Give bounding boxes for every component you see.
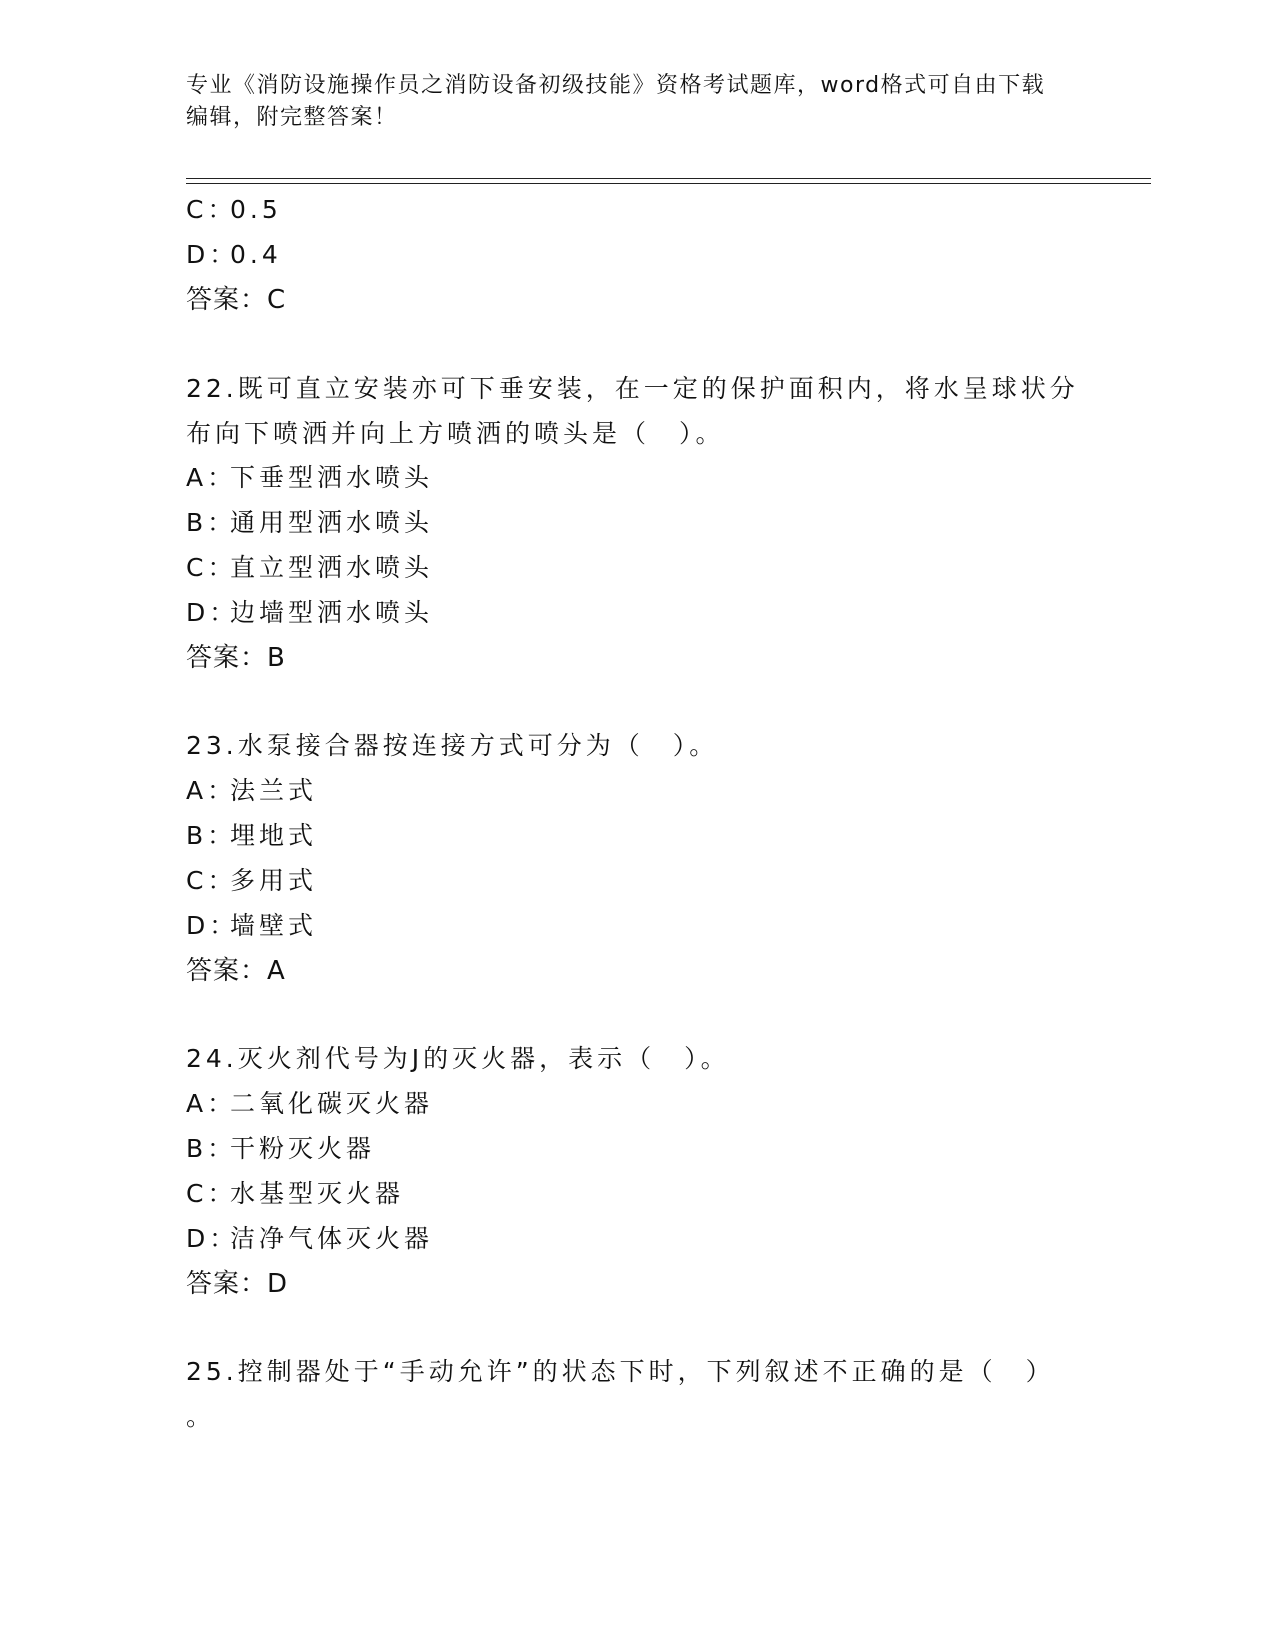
option-text: 墙壁式	[230, 911, 318, 940]
question-22-option-a	[186, 463, 433, 493]
question-25-stem-line1: 25.控制器处于“手动允许”的状态下时，下列叙述不正确的是（ ）	[186, 1357, 1055, 1386]
option-text: 埋地式	[230, 821, 318, 850]
option-key: B：	[186, 821, 237, 850]
option-key: D：	[186, 240, 239, 269]
prev-answer: 答案：C	[186, 285, 287, 315]
question-24-option-c	[186, 1179, 404, 1209]
option-text: 0.5	[230, 195, 282, 224]
option-text: 下垂型洒水喷头	[230, 463, 434, 492]
option-key: D：	[186, 598, 239, 627]
question-23-option-a	[186, 776, 317, 806]
option-key: B：	[186, 508, 237, 537]
option-key: D：	[186, 1224, 239, 1253]
option-text: 边墙型洒水喷头	[230, 598, 434, 627]
option-key: C：	[186, 553, 237, 582]
question-23-option-d	[186, 911, 317, 941]
question-22-option-c	[186, 553, 433, 583]
option-key: A：	[186, 1089, 237, 1118]
question-25-stem-line2: 。	[186, 1402, 216, 1431]
option-text: 法兰式	[230, 776, 318, 805]
option-text: 干粉灭火器	[230, 1134, 376, 1163]
option-text: 多用式	[230, 866, 318, 895]
document-header: 专业《消防设施操作员之消防设备初级技能》资格考试题库，word格式可自由下载编辑，附完整答案！	[186, 73, 1046, 130]
header-divider-bottom	[186, 183, 1151, 184]
option-text: 洁净气体灭火器	[230, 1224, 434, 1253]
question-24-option-a	[186, 1089, 433, 1119]
option-key: C：	[186, 1179, 237, 1208]
option-key: A：	[186, 776, 237, 805]
question-22-answer: 答案：B	[186, 643, 286, 673]
question-23-option-c	[186, 866, 317, 896]
question-23-option-b	[186, 821, 317, 851]
question-23-stem: 23.水泵接合器按连接方式可分为（ ）。	[186, 731, 719, 760]
question-24-option-b	[186, 1134, 375, 1164]
question-22-option-b	[186, 508, 433, 538]
question-22-option-d	[186, 598, 433, 628]
option-key: C：	[186, 195, 237, 224]
option-text: 直立型洒水喷头	[230, 553, 434, 582]
option-key: C：	[186, 866, 237, 895]
option-key: B：	[186, 1134, 237, 1163]
option-text: 0.4	[230, 240, 282, 269]
question-23-answer: 答案：A	[186, 956, 286, 986]
option-text: 通用型洒水喷头	[230, 508, 434, 537]
question-24-answer: 答案：D	[186, 1269, 289, 1299]
option-key: A：	[186, 463, 237, 492]
question-22-stem-line1: 22.既可直立安装亦可下垂安装，在一定的保护面积内，将水呈球状分	[186, 374, 1079, 403]
question-24-option-d	[186, 1224, 433, 1254]
header-divider-top	[186, 178, 1151, 179]
prev-option-d	[186, 240, 282, 270]
question-24-stem: 24.灭火剂代号为J的灭火器，表示（ ）。	[186, 1044, 730, 1073]
question-22-stem-line2: 布向下喷洒并向上方喷洒的喷头是（ ）。	[186, 419, 725, 448]
option-key: D：	[186, 911, 239, 940]
option-text: 水基型灭火器	[230, 1179, 405, 1208]
prev-option-c	[186, 195, 282, 225]
option-text: 二氧化碳灭火器	[230, 1089, 434, 1118]
